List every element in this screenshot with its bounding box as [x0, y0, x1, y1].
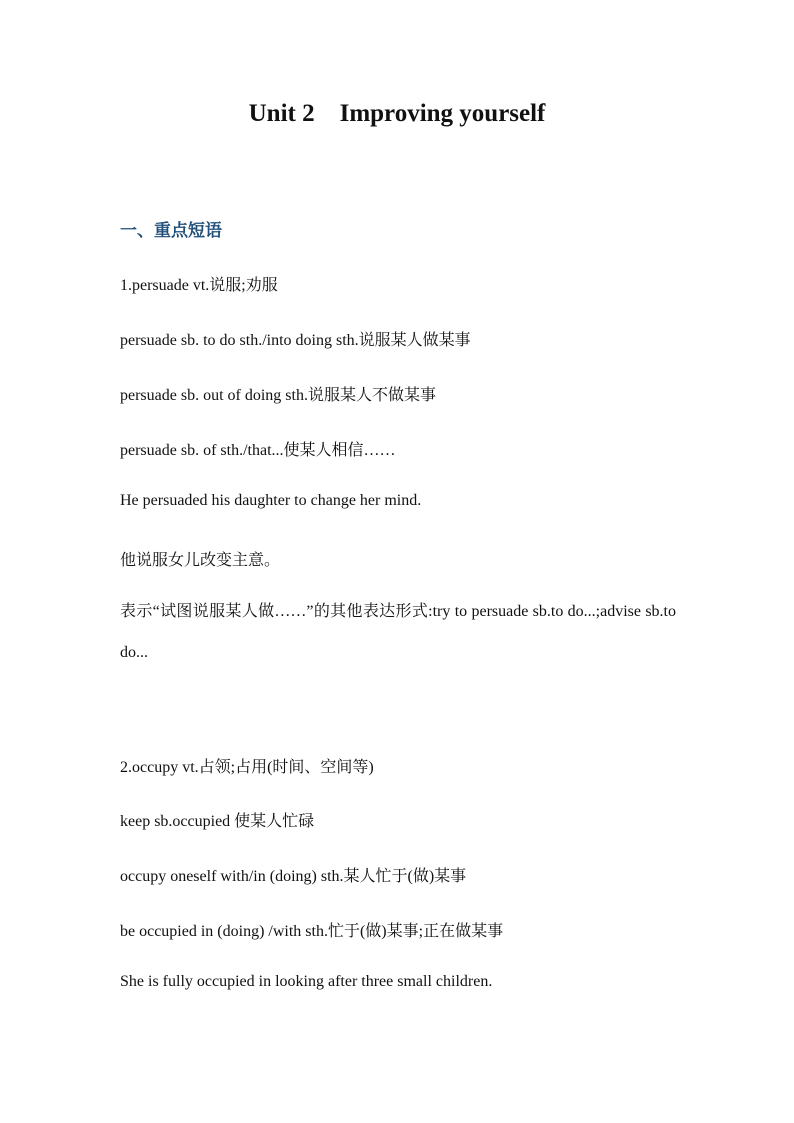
entry-1-usage-3: persuade sb. of sth./that...使某人相信……: [120, 442, 396, 459]
entry-1-example-zh: 他说服女儿改变主意。: [120, 552, 281, 569]
entry-2-usage-3: be occupied in (doing) /with sth.忙于(做)某事;正在做某事: [120, 923, 504, 940]
entry-2-header: 2.occupy vt.占领;占用(时间、空间等): [120, 759, 374, 776]
entry-1-usage-2: persuade sb. out of doing sth.说服某人不做某事: [120, 387, 436, 404]
entry-1-example-en: He persuaded his daughter to change her mind.: [120, 492, 422, 509]
entry-1-usage-1: persuade sb. to do sth./into doing sth.说服某人做某事: [120, 332, 471, 349]
section-heading: 一、重点短语: [120, 221, 222, 241]
entry-2-usage-2: occupy oneself with/in (doing) sth.某人忙于(做)某事: [120, 868, 467, 885]
entry-1-header: 1.persuade vt.说服;劝服: [120, 277, 278, 294]
entry-2-usage-1: keep sb.occupied 使某人忙碌: [120, 813, 315, 830]
entry-2-example-en: She is fully occupied in looking after three small children.: [120, 973, 493, 990]
page-title: Unit 2 Improving yourself: [248, 100, 546, 127]
entry-1-note: 表示“试图说服某人做……”的其他表达形式:try to persuade sb.to do...;advise sb.to do...: [120, 603, 676, 661]
